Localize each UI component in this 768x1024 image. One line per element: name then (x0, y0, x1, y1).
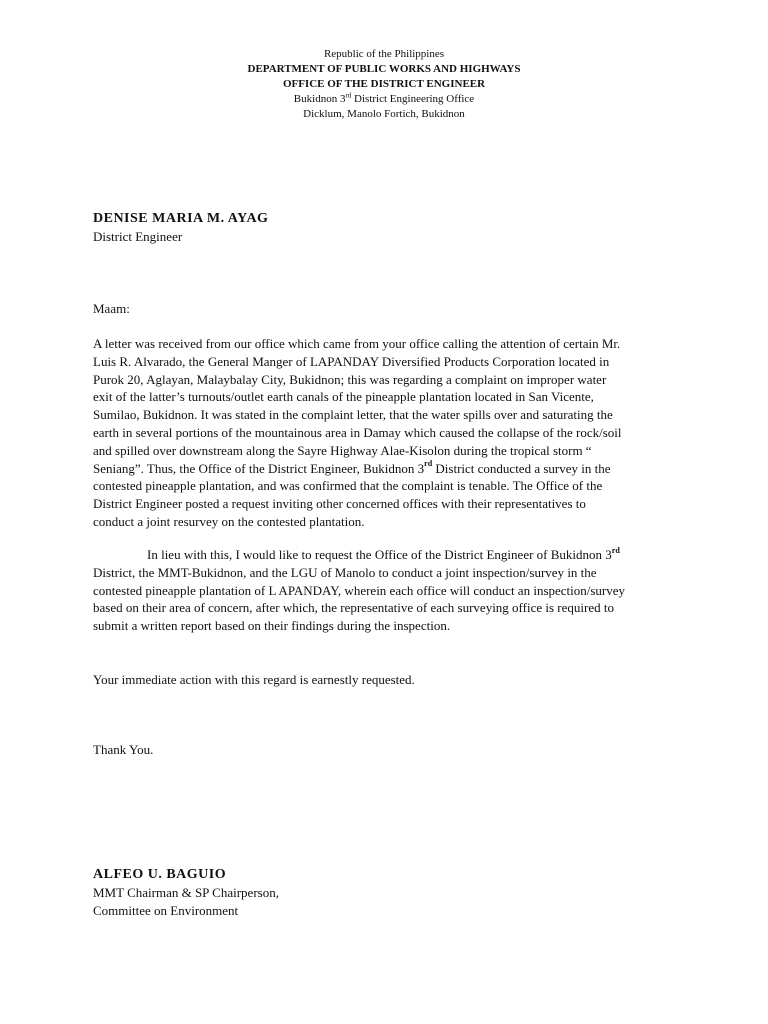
letterhead-district-office-rest: District Engineering Office (351, 93, 475, 105)
signer-name: ALFEO U. BAGUIO (93, 867, 227, 882)
letterhead-district-office (0, 92, 768, 107)
paragraph-1-line: Sumilao, Bukidnon. It was stated in the complaint letter, that the water spills over and saturating the (93, 407, 613, 423)
signer-title-line-2: Committee on Environment (93, 903, 239, 918)
letterhead-address: Dicklum, Manolo Fortich, Bukidnon (303, 108, 465, 120)
addressee-title: District Engineer (93, 229, 183, 244)
paragraph-2-line: contested pineapple plantation of L APANDAY, wherein each office will conduct an inspection/survey (93, 582, 626, 598)
paragraph-1-line: conduct a joint resurvey on the contested plantation. (93, 513, 365, 529)
paragraph-3: Your immediate action with this regard is earnestly requested. (93, 672, 415, 687)
letterhead-republic: Republic of the Philippines (323, 48, 445, 60)
addressee-name: DENISE MARIA M. AYAG (93, 211, 269, 226)
paragraph-2-line: District, the MMT-Bukidnon, and the LGU of Manolo to conduct a joint inspection/survey in the (93, 564, 597, 580)
paragraph-2-line: submit a written report based on their findings during the inspection. (93, 618, 451, 634)
paragraph-2 (93, 546, 673, 635)
paragraph-1-line: A letter was received from our office which came from your office calling the attention of certain Mr. (93, 336, 621, 351)
paragraph-2-line: based on their area of concern, after which, the representative of each surveying office is required to (93, 600, 614, 616)
ordinal-superscript: rd (611, 545, 620, 555)
letterhead (0, 47, 768, 122)
signer-title-line-1: MMT Chairman & SP Chairperson, (93, 885, 279, 900)
addressee-block (93, 210, 268, 246)
paragraph-2-line-1-text: In lieu with this, I would like to request the Office of the District Engineer of Bukidnon 3 (147, 547, 612, 562)
paragraph-1 (93, 335, 673, 531)
signature-block (93, 866, 279, 920)
paragraph-1-line: and spilled over downstream along the Sayre Highway Alae-Kisolon during the tropical storm “ (93, 442, 592, 458)
paragraph-1-line: District Engineer posted a request inviting other concerned offices with their representatives to (93, 496, 586, 512)
closing: Thank You. (93, 742, 154, 757)
paragraph-1-line: earth in several portions of the mountainous area in Damay which caused the collapse of the rock/soil (93, 424, 622, 440)
letterhead-ordinal: rd (345, 91, 352, 100)
paragraph-2-line (93, 546, 673, 564)
letterhead-district-office-text: Bukidnon 3 (293, 93, 346, 105)
paragraph-1-line: Purok 20, Aglayan, Malaybalay City, Bukidnon; this was regarding a complaint on improper water (93, 371, 607, 387)
paragraph-1-line-8-rest: District conducted a survey in the (432, 460, 611, 476)
letterhead-department: DEPARTMENT OF PUBLIC WORKS AND HIGHWAYS (247, 63, 521, 75)
letterhead-office: OFFICE OF THE DISTRICT ENGINEER (282, 78, 486, 90)
ordinal-superscript: rd (424, 459, 433, 469)
paragraph-1-line: Luis R. Alvarado, the General Manger of LAPANDAY Diversified Products Corporation located in (93, 353, 610, 369)
paragraph-1-line (93, 460, 673, 478)
salutation: Maam: (93, 301, 130, 316)
paragraph-1-line: exit of the latter’s turnouts/outlet earth canals of the pineapple plantation located in San Vicente, (93, 389, 594, 405)
paragraph-1-line: contested pineapple plantation, and was confirmed that the complaint is tenable. The Office of the (93, 478, 603, 494)
paragraph-1-line-8-text: Seniang”. Thus, the Office of the District Engineer, Bukidnon 3 (93, 460, 425, 476)
